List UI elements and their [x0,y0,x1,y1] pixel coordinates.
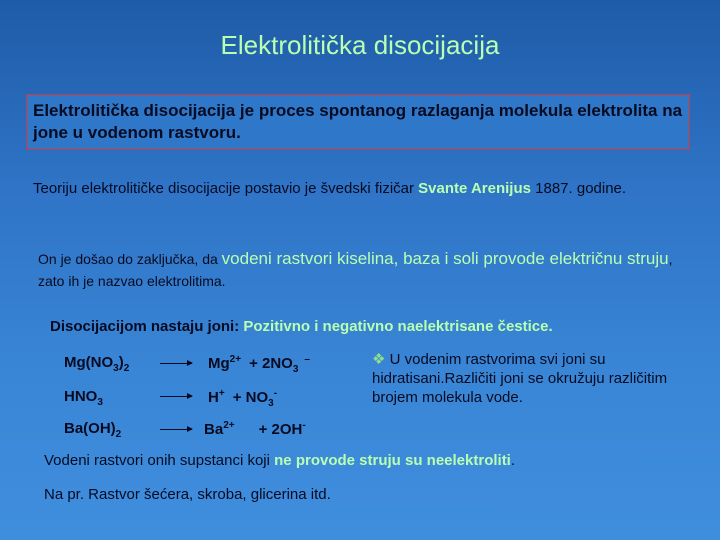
equation-3-products: $Ba^{2+} + 2OH^-$ [204,420,306,438]
equation-1-products: $Mg^{2+} + 2NO_3^-$ [208,354,310,375]
conclusion-text-before: On je došao do zaključka, da [38,251,222,267]
equation-2-arrow [160,396,192,397]
non-electrolytes-paragraph: Vodeni rastvori onih supstanci koji ne provode struju su neelektroliti. [44,452,516,469]
equation-3-arrow [160,429,192,430]
conclusion-text-after: , zato ih je nazvao elektrolitima. [38,251,673,289]
conclusion-paragraph [38,248,688,292]
scientist-name: Svante Arenijus [418,180,531,197]
slide-title: Elektrolitička disocijacija [220,30,500,60]
equation-2-reactant: $HNO_3$ [64,388,103,408]
ions-heading [50,318,700,335]
theory-paragraph [33,178,693,200]
theory-text-before: Teoriju elektrolitičke disocijacije postavio je švedski fizičar [33,180,419,197]
ions-heading-before: Disocijacijom nastaju joni: [50,318,244,335]
example-paragraph: Na pr. Rastvor šećera, skroba, glicerina itd. [44,486,331,503]
non-electrolytes-highlight: ne provode struju su neelektroliti [274,452,511,469]
equation-3-reactant: $Ba(OH)_2$ [64,420,122,440]
equation-1-reactant: $Mg(NO_3)_2$ [64,354,130,374]
hydration-note [372,350,672,407]
ions-heading-highlight: Pozitivno i negativno naelektrisane čestice. [243,318,553,335]
conclusion-highlight: vodeni rastvori kiselina, baza i soli provode električnu struju [221,249,669,268]
theory-text-after: 1887. godine. [530,180,627,197]
hydration-note-text: U vodenim rastvorima svi joni su hidratisani.Različiti joni se okružuju različitim brojem molekula vode. [372,351,668,406]
definition-box: Elektrolitička disocijacija je proces spontanog razlaganja molekula elektrolita na jone u vodenom rastvoru. [26,94,690,150]
diamond-bullet-icon: ❖ [372,351,386,368]
equation-2-products: $H^+ + NO_3^-$ [208,388,278,409]
equation-1-arrow [160,363,192,364]
